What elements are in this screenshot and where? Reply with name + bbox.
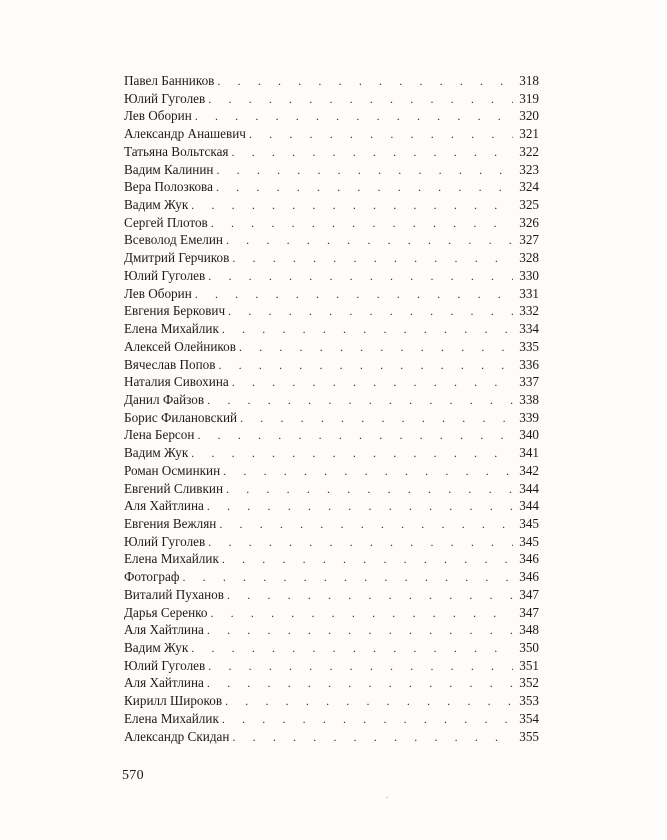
toc-entry-page: 330 <box>519 267 539 283</box>
dot-leader <box>239 339 513 357</box>
toc-entry <box>124 728 539 746</box>
dot-leader <box>197 427 513 445</box>
toc-entry <box>124 444 539 462</box>
toc-entry <box>124 125 539 143</box>
dot-leader <box>210 605 513 623</box>
dot-leader <box>191 445 513 463</box>
toc-entry-page: 339 <box>519 409 539 425</box>
toc-entry-page: 351 <box>519 657 539 673</box>
dot-leader <box>225 693 513 711</box>
toc-entry-author: Данил Файзов <box>124 391 205 407</box>
dot-leader <box>219 516 513 534</box>
toc-entry-author: Евгения Беркович <box>124 303 226 319</box>
toc-entry-author: Юлий Гуголев <box>124 267 206 283</box>
dot-leader <box>195 108 513 126</box>
dot-leader <box>226 232 513 250</box>
dot-leader <box>208 268 513 286</box>
toc-entry-author: Лена Берсон <box>124 427 195 443</box>
toc-entry <box>124 568 539 586</box>
toc-entry <box>124 604 539 622</box>
toc-entry <box>124 249 539 267</box>
toc-entry-page: 318 <box>519 73 539 88</box>
toc-entry-author: Вадим Жук <box>124 445 189 461</box>
toc-entry-author: Аля Хайтлина <box>124 675 204 691</box>
dot-leader <box>232 250 513 268</box>
toc-entry-author: Аля Хайтлина <box>124 498 204 514</box>
toc-entry-page: 328 <box>519 250 539 266</box>
paper-speck <box>386 797 388 798</box>
dot-leader <box>232 144 513 162</box>
toc-entry-page: 345 <box>519 515 539 531</box>
toc-entry-page: 341 <box>519 445 539 461</box>
toc-entry-page: 344 <box>519 498 539 514</box>
dot-leader <box>222 321 513 339</box>
toc-entry <box>124 143 539 161</box>
toc-entry <box>124 639 539 657</box>
toc-entry <box>124 657 539 675</box>
dot-leader <box>226 481 513 499</box>
toc-entry-author: Александр Анашевич <box>124 126 246 142</box>
dot-leader <box>191 197 513 215</box>
toc-entry-page: 320 <box>519 108 539 124</box>
dot-leader <box>195 286 513 304</box>
toc-entry-page: 344 <box>519 480 539 496</box>
dot-leader <box>218 357 513 375</box>
toc-entry-page: 335 <box>519 338 539 354</box>
toc-entry-page: 334 <box>519 321 539 337</box>
toc-entry-page: 325 <box>519 197 539 213</box>
toc-entry <box>124 409 539 427</box>
toc-entry <box>124 621 539 639</box>
toc-entry-page: 352 <box>519 675 539 691</box>
toc-entry-page: 353 <box>519 693 539 709</box>
toc-entry-author: Вячеслав Попов <box>124 356 216 372</box>
toc-entry-author: Роман Осминкин <box>124 462 221 478</box>
toc-entry-author: Елена Михайлик <box>124 710 219 726</box>
dot-leader <box>222 551 513 569</box>
dot-leader <box>208 534 513 552</box>
toc-entry-page: 319 <box>519 90 539 106</box>
dot-leader <box>217 73 513 91</box>
dot-leader <box>232 729 513 747</box>
toc-entry <box>124 356 539 374</box>
toc-entry <box>124 426 539 444</box>
toc-entry <box>124 267 539 285</box>
toc-entry-page: 347 <box>519 604 539 620</box>
dot-leader <box>249 126 513 144</box>
dot-leader <box>222 711 513 729</box>
dot-leader <box>223 463 513 481</box>
toc-entry <box>124 196 539 214</box>
toc-entry-author: Фотограф <box>124 569 180 585</box>
toc-entry-page: 346 <box>519 569 539 585</box>
toc-entry <box>124 462 539 480</box>
toc-entry-author: Дмитрий Герчиков <box>124 250 230 266</box>
dot-leader <box>232 374 513 392</box>
toc-entry-page: 348 <box>519 622 539 638</box>
toc-entry-author: Дарья Серенко <box>124 604 208 620</box>
toc-entry-author: Павел Банников <box>124 73 215 88</box>
toc-entry-author: Виталий Пуханов <box>124 586 225 602</box>
dot-leader <box>207 392 513 410</box>
toc-entry-author: Елена Михайлик <box>124 321 219 337</box>
page-number: 570 <box>122 768 144 783</box>
toc-entry-page: 346 <box>519 551 539 567</box>
toc-entry-page: 332 <box>519 303 539 319</box>
toc-entry-page: 354 <box>519 710 539 726</box>
toc-entry-author: Евгений Сливкин <box>124 480 224 496</box>
toc-entry <box>124 497 539 515</box>
dot-leader <box>211 215 513 233</box>
toc-entry <box>124 533 539 551</box>
toc-entry-author: Лев Оборин <box>124 108 192 124</box>
toc-entry <box>124 302 539 320</box>
toc-entry-page: 355 <box>519 728 539 744</box>
toc-entry-author: Вадим Жук <box>124 197 189 213</box>
toc-entry-author: Лев Оборин <box>124 285 192 301</box>
dot-leader <box>191 640 513 658</box>
toc-entry-author: Юлий Гуголев <box>124 90 206 106</box>
toc-entry <box>124 107 539 125</box>
table-of-contents <box>124 72 539 745</box>
toc-entry-page: 336 <box>519 356 539 372</box>
toc-entry-page: 338 <box>519 391 539 407</box>
dot-leader <box>208 91 513 109</box>
toc-entry-author: Наталия Сивохина <box>124 374 229 390</box>
toc-entry <box>124 373 539 391</box>
toc-entry <box>124 161 539 179</box>
toc-entry-author: Вера Полозкова <box>124 179 213 195</box>
toc-entry <box>124 391 539 409</box>
dot-leader <box>227 587 513 605</box>
dot-leader <box>208 658 513 676</box>
dot-leader <box>207 675 513 693</box>
toc-entry-author: Татьяна Вольтская <box>124 143 229 159</box>
toc-entry-author: Борис Филановский <box>124 409 238 425</box>
toc-entry <box>124 674 539 692</box>
toc-entry-page: 340 <box>519 427 539 443</box>
toc-entry <box>124 320 539 338</box>
toc-entry <box>124 72 539 90</box>
toc-entry-page: 331 <box>519 285 539 301</box>
dot-leader <box>216 179 513 197</box>
toc-entry-author: Вадим Калинин <box>124 161 214 177</box>
toc-entry <box>124 214 539 232</box>
toc-entry-author: Сергей Плотов <box>124 214 208 230</box>
toc-entry-page: 342 <box>519 462 539 478</box>
toc-entry-author: Аля Хайтлина <box>124 622 204 638</box>
toc-entry-author: Вадим Жук <box>124 640 189 655</box>
toc-entry-page: 337 <box>519 374 539 390</box>
dot-leader <box>216 162 513 180</box>
dot-leader <box>182 569 513 587</box>
toc-entry-author: Евгения Вежлян <box>124 515 217 531</box>
dot-leader <box>207 622 513 640</box>
toc-entry-page: 350 <box>519 640 539 655</box>
toc-entry-page: 326 <box>519 214 539 230</box>
toc-entry-author: Елена Михайлик <box>124 551 219 567</box>
toc-entry-page: 321 <box>519 126 539 142</box>
dot-leader <box>228 303 513 321</box>
toc-entry-author: Юлий Гуголев <box>124 657 206 673</box>
toc-entry-author: Всеволод Емелин <box>124 232 223 248</box>
toc-entry-author: Александр Скидан <box>124 728 230 744</box>
toc-entry <box>124 550 539 568</box>
toc-entry-author: Кирилл Широков <box>124 693 223 709</box>
toc-entry <box>124 710 539 728</box>
toc-entry <box>124 586 539 604</box>
dot-leader <box>207 498 513 516</box>
toc-entry-page: 345 <box>519 533 539 549</box>
toc-entry <box>124 692 539 710</box>
toc-entry <box>124 338 539 356</box>
toc-entry <box>124 285 539 303</box>
toc-entry <box>124 178 539 196</box>
toc-entry <box>124 480 539 498</box>
dot-leader <box>240 410 513 428</box>
toc-entry-page: 323 <box>519 161 539 177</box>
toc-entry <box>124 515 539 533</box>
toc-entry-page: 324 <box>519 179 539 195</box>
toc-entry-page: 327 <box>519 232 539 248</box>
toc-entry <box>124 231 539 249</box>
toc-entry-page: 347 <box>519 586 539 602</box>
toc-entry <box>124 90 539 108</box>
toc-entry-author: Юлий Гуголев <box>124 533 206 549</box>
toc-entry-page: 322 <box>519 143 539 159</box>
toc-entry-author: Алексей Олейников <box>124 338 236 354</box>
